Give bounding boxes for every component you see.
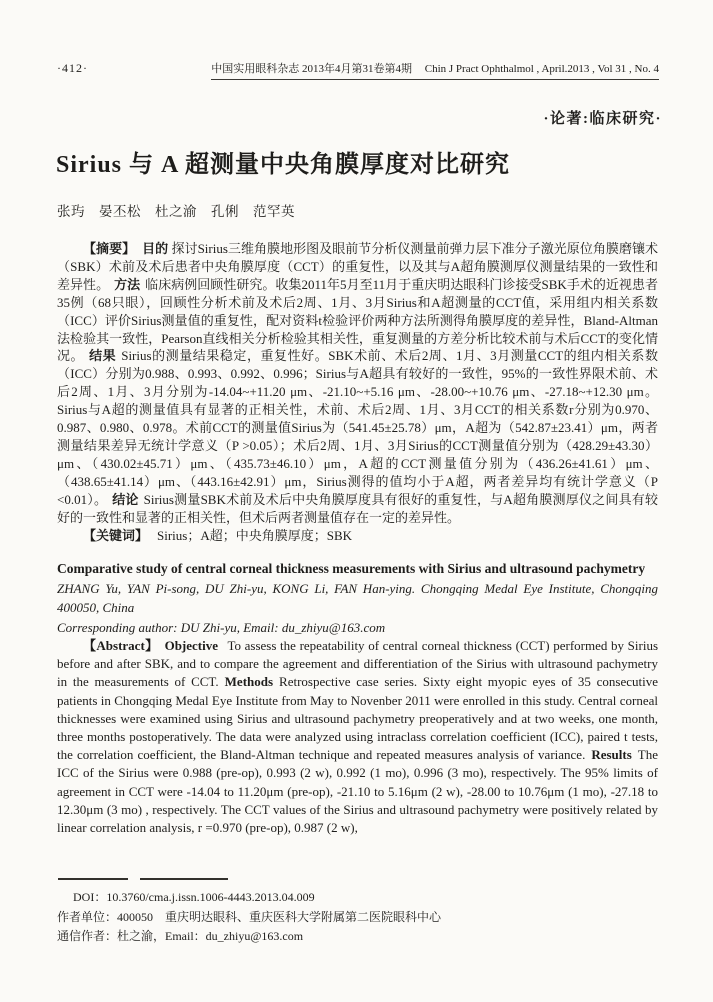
author-affiliation-label: 作者单位： (57, 909, 118, 924)
abstract-cn-methods-label: 方法 (114, 276, 141, 292)
abstract-cn-conclusion-label: 结论 (112, 491, 139, 507)
abstract-cn (57, 240, 658, 527)
article-title-cn: Sirius 与 A 超测量中央角膜厚度对比研究 (56, 152, 511, 178)
abstract-en-label: 【Abstract】 (83, 638, 159, 653)
abstract-en-results-text: The ICC of the Sirius were 0.988 (pre-op), 0.993 (2 w), 0.992 (1 mo), 0.996 (3 mo), respectively. The 95% limits of agreement in CCT were -14.04 to 11.20μm (pre-op), -21.10 to 5.16μm (2 w), -28.00 to 10.76μm (1 mo), -27.18 to 12.30μm (3 mo) , respectively. The CCT values of the Sirius and ultrasound pachymetry were positively related by linear correlation analysis, r =0.970 (pre-op), 0.987 (2 w), (57, 747, 658, 836)
abstract-en-objective-label: Objective (164, 638, 219, 653)
footnote-divider-segment-1 (58, 878, 128, 880)
journal-citation-en: Chin J Pract Ophthalmol , April.2013 , Vol 31 , No. 4 (424, 63, 659, 75)
abstract-cn-conclusion-text: Sirius测量SBK术前及术后中央角膜厚度具有很好的重复性，与A超角膜测厚仪之间具有较好的一致性和显著的正相关性，但术后两者测量值存在一定的差异性。 (57, 491, 658, 525)
abstract-en (57, 637, 658, 837)
journal-citation (211, 60, 659, 80)
journal-citation-cn: 中国实用眼科杂志 2013年4月第31卷第4期 (211, 63, 412, 75)
article-title-en: Comparative study of central corneal thickness measurements with Sirius and ultrasound pachymetry (57, 560, 646, 576)
page-header (57, 60, 659, 80)
author-affiliation-line (57, 908, 658, 928)
abstract-cn-label: 【摘要】 (83, 241, 136, 256)
footnote-divider (57, 878, 658, 881)
abstract-en-methods-label: Methods (224, 674, 274, 690)
keywords-cn (57, 527, 658, 545)
doi-line (57, 888, 658, 908)
doi-label: DOI： (73, 890, 107, 904)
abstract-cn-results-text: Sirius的测量结果稳定，重复性好。SBK术前、术后2周、1月、3月测量CCT的组内相关系数（ICC）分别为0.988、0.993、0.992、0.996；Sirius与A超具有较好的一致性，95%的一致性界限术前、术后2周、1月、3月分别为-14.04~+11.20 μm、-21.10~+5.16 μm、-28.00~+10.76 μm、-27.18~+12.30 μm。Sirius与A超的测量值具有显著的正相关性，术前、术后2周、1月、3月CCT的相关系数r分别为0.970、0.987、0.980、0.978。术前CCT的测量值Sirius为（541.45±25.78）μm，A超为（542.87±23.41）μm，两者测量结果差异无统计学意义（P >0.05）；术后2周、1月、3月Sirius的CCT测量值分别为（428.29±43.30）μm、（430.02±45.71）μm、（435.73±46.10）μm，A超的CCT测量值分别为（436.26±41.61）μm、（438.65±41.14）μm、（443.16±42.91）μm，Sirius测得的值均小于A超，两者差异均有统计学意义（P <0.01）。 (57, 348, 658, 507)
abstract-en-results-label: Results (591, 747, 632, 763)
abstract-cn-methods-text: 临床病例回顾性研究。收集2011年5月至11月于重庆明达眼科门诊接受SBK手术的近视患者35例（68只眼），回顾性分析术前及术后2周、1月、3月Sirius和A超测量的CCT值，采用组内相关系数（ICC）评价Sirius测量值的重复性，配对资料t检验评价两种方法所测得角膜厚度的差异性，Bland-Altman法检验其一致性，Pearson直线相关分析检验其相关性，重复测量的方差分析比较术前与术后CCT的变化情况。 (57, 276, 658, 364)
abstract-en-methods-text: Retrospective case series. Sixty eight myopic eyes of 35 consecutive patients in Chongqing Medal Eye Institute from May to Novenber 2011 were enrolled in this study. Central corneal thicknesses were examined using Sirius and ultrasound pachymetry preoperatively and at two weeks, one month, three months postoperatively. The data were analyzed using intraclass correlation coefficient (ICC), paired t tests, the correlation coefficient, the Bland-Altman technique and repeated measures analysis of variance. (57, 674, 658, 763)
article-category-label: ·论著:临床研究· (543, 111, 662, 127)
page-number: ·412· (57, 61, 88, 75)
authors-affiliation-en: ZHANG Yu, YAN Pi-song, DU Zhi-yu, KONG Li, FAN Han-ying. Chongqing Medal Eye Institute, Chongqing 400050, China (57, 580, 658, 615)
abstract-cn-objective-text: 探讨Sirius三维角膜地形图及眼前节分析仪测量前弹力层下准分子激光原位角膜磨镶术（SBK）术前及术后患者中央角膜厚度（CCT）的重复性，以及其与A超角膜测厚仪测量结果的一致性和差异性。 (57, 241, 659, 292)
author-affiliation-value: 400050 重庆明达眼科、重庆医科大学附属第二医院眼科中心 (117, 909, 442, 924)
correspondent-line (57, 927, 658, 947)
authors-cn: 张玙 晏丕松 杜之渝 孔俐 范罕英 (57, 204, 295, 219)
corresponding-author-line: Corresponding author: DU Zhi-yu, Email: du_zhiyu@163.com (57, 619, 386, 635)
footnote-block (57, 874, 658, 947)
main-column (57, 240, 658, 837)
abstract-cn-results-label: 结果 (89, 348, 117, 364)
footnote-divider-segment-2 (140, 878, 228, 880)
keywords-cn-text: Sirius；A超；中央角膜厚度；SBK (157, 527, 353, 543)
keywords-cn-label: 【关键词】 (83, 527, 149, 543)
doi-value: 10.3760/cma.j.issn.1006-4443.2013.04.009 (106, 890, 315, 904)
correspondent-label: 通信作者： (57, 929, 118, 943)
correspondent-value: 杜之渝，Email：du_zhiyu@163.com (117, 929, 304, 943)
abstract-en-objective-text: To assess the repeatability of central corneal thickness (CCT) performed by Sirius before and after SBK, and to compare the agreement and differentiation of the Sirius with ultrasound pachymetry in the measurements of CCT. (57, 638, 659, 690)
abstract-cn-objective-label: 目的 (142, 241, 169, 256)
